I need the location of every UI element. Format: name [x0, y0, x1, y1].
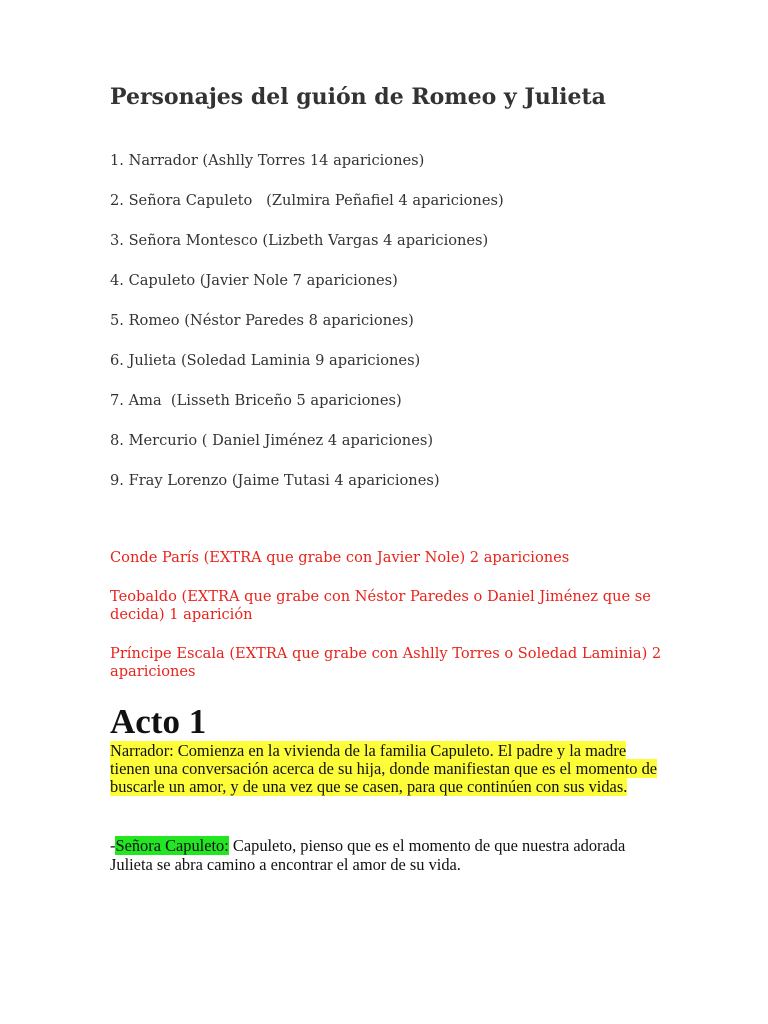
- dialog-paragraph: [110, 836, 658, 874]
- document-title: Personajes del guión de Romeo y Julieta: [110, 84, 606, 110]
- act-heading: Acto 1: [110, 702, 207, 741]
- list-item: 9. Fray Lorenzo (Jaime Tutasi 4 apariciones): [110, 472, 440, 489]
- list-item: 7. Ama (Lisseth Briceño 5 apariciones): [110, 392, 402, 409]
- extra-character: Teobaldo (EXTRA que grabe con Néstor Paredes o Daniel Jiménez que se decida) 1 aparición: [110, 588, 651, 623]
- extra-character: Príncipe Escala (EXTRA que grabe con Ashlly Torres o Soledad Laminia) 2 apariciones: [110, 645, 662, 680]
- narration-text: Narrador: Comienza en la vivienda de la familia Capuleto. El padre y la madre tienen una conversación acerca de su hija, donde manifiestan que es el momento de buscarle un amor, y de una vez que se casen, para que continúen con sus vidas.: [110, 741, 658, 796]
- list-item: 6. Julieta (Soledad Laminia 9 apariciones): [110, 352, 421, 369]
- character-list: [110, 151, 504, 511]
- list-item: 3. Señora Montesco (Lizbeth Vargas 4 apariciones): [110, 232, 489, 249]
- dialog-text: Capuleto, pienso que es el momento de que nuestra adorada Julieta se abra camino a encontrar el amor de su vida.: [110, 836, 626, 874]
- list-item: 1. Narrador (Ashlly Torres 14 apariciones): [110, 152, 425, 169]
- extra-character: Conde París (EXTRA que grabe con Javier Nole) 2 apariciones: [110, 549, 570, 566]
- narration-paragraph: [110, 742, 658, 796]
- list-item: 2. Señora Capuleto (Zulmira Peñafiel 4 apariciones): [110, 192, 504, 209]
- speaker-name: Señora Capuleto:: [115, 836, 229, 855]
- extras-section: [110, 549, 670, 702]
- dialog-prefix: -: [110, 836, 116, 855]
- list-item: 8. Mercurio ( Daniel Jiménez 4 apariciones): [110, 432, 434, 449]
- list-item: 5. Romeo (Néstor Paredes 8 apariciones): [110, 312, 414, 329]
- list-item: 4. Capuleto (Javier Nole 7 apariciones): [110, 272, 398, 289]
